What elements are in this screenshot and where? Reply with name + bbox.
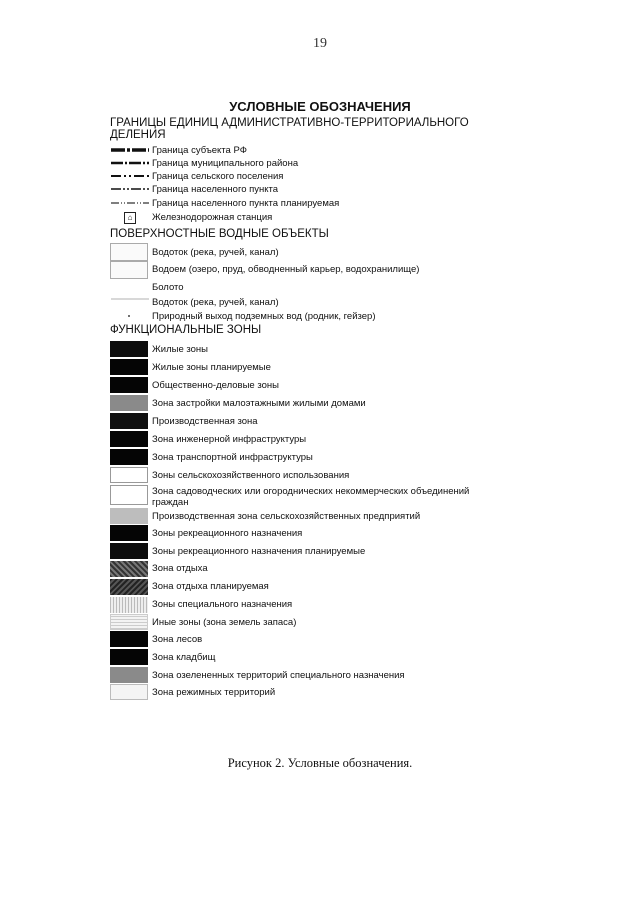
zone-recreation-planned-swatch bbox=[110, 543, 148, 559]
boundaries-heading: ГРАНИЦЫ ЕДИНИЦ АДМИНИСТРАТИВНО-ТЕРРИТОРИАЛЬНОГО ДЕЛЕНИЯ bbox=[110, 117, 469, 141]
zone-cemetery-swatch bbox=[110, 649, 148, 665]
zone-residential-planned-swatch bbox=[110, 359, 148, 375]
zone-green-special-swatch bbox=[110, 667, 148, 683]
zone-forest-swatch bbox=[110, 631, 148, 647]
legend-title: УСЛОВНЫЕ ОБОЗНАЧЕНИЯ bbox=[229, 99, 411, 114]
zone-agri-industrial-swatch bbox=[110, 508, 148, 524]
zone-residential-planned-label: Жилые зоны планируемые bbox=[152, 362, 271, 373]
zone-agricultural-swatch bbox=[110, 467, 148, 483]
zone-industrial-swatch bbox=[110, 413, 148, 429]
zone-recreation-planned-label: Зоны рекреационного назначения планируемые bbox=[152, 546, 366, 557]
water-body-symbol bbox=[110, 261, 148, 279]
watercourse-area-label: Водоток (река, ручей, канал) bbox=[152, 247, 279, 258]
boundary-locality-planned-symbol bbox=[111, 198, 149, 208]
boundary-subject-symbol bbox=[111, 145, 149, 155]
zone-rest-swatch bbox=[110, 561, 148, 577]
zone-engineering-label: Зона инженерной инфраструктуры bbox=[152, 434, 307, 445]
zone-residential-swatch bbox=[110, 341, 148, 357]
water-heading: ПОВЕРХНОСТНЫЕ ВОДНЫЕ ОБЪЕКТЫ bbox=[110, 228, 329, 240]
boundary-district-symbol bbox=[111, 158, 149, 168]
zone-other-label: Иные зоны (зона земель запаса) bbox=[152, 617, 297, 628]
zone-rest-label: Зона отдыха bbox=[152, 563, 208, 574]
zone-restricted-swatch bbox=[110, 684, 148, 700]
zone-low-rise-label: Зона застройки малоэтажными жилыми домами bbox=[152, 398, 366, 409]
figure-caption: Рисунок 2. Условные обозначения. bbox=[227, 756, 413, 770]
boundary-locality-planned-label: Граница населенного пункта планируемая bbox=[152, 198, 340, 209]
page-number: 19 bbox=[313, 36, 327, 51]
zone-other-swatch bbox=[110, 614, 148, 630]
boundary-subject-label: Граница субъекта РФ bbox=[152, 145, 247, 156]
zone-recreation-label: Зоны рекреационного назначения bbox=[152, 528, 303, 539]
zone-rest-planned-swatch bbox=[110, 579, 148, 595]
boundary-settlement-label: Граница сельского поселения bbox=[152, 171, 284, 182]
zone-forest-label: Зона лесов bbox=[152, 634, 203, 645]
spring-label: Природный выход подземных вод (родник, гейзер) bbox=[152, 311, 376, 322]
zones-heading: ФУНКЦИОНАЛЬНЫЕ ЗОНЫ bbox=[110, 324, 262, 336]
zone-gardening-label: Зона садоводческих или огороднических некоммерческих объединений граждан bbox=[152, 486, 470, 508]
zone-green-special-label: Зона озелененных территорий специального назначения bbox=[152, 670, 405, 681]
water-body-label: Водоем (озеро, пруд, обводненный карьер, водохранилище) bbox=[152, 264, 420, 275]
watercourse-line-symbol bbox=[111, 294, 149, 304]
zone-agricultural-label: Зоны сельскохозяйственного использования bbox=[152, 470, 350, 481]
zone-public-business-label: Общественно-деловые зоны bbox=[152, 380, 279, 391]
zone-special-purpose-label: Зоны специального назначения bbox=[152, 599, 293, 610]
zone-restricted-label: Зона режимных территорий bbox=[152, 687, 276, 698]
spring-icon bbox=[128, 315, 130, 317]
zone-agri-industrial-label: Производственная зона сельскохозяйственных предприятий bbox=[152, 511, 421, 522]
railway-station-label: Железнодорожная станция bbox=[152, 212, 273, 223]
zone-low-rise-swatch bbox=[110, 395, 148, 411]
zone-special-purpose-swatch bbox=[110, 597, 148, 613]
zone-gardening-swatch bbox=[110, 485, 148, 505]
zone-residential-label: Жилые зоны bbox=[152, 344, 208, 355]
zone-public-business-swatch bbox=[110, 377, 148, 393]
boundary-locality-symbol bbox=[111, 184, 149, 194]
boundary-settlement-symbol bbox=[111, 171, 149, 181]
zone-cemetery-label: Зона кладбищ bbox=[152, 652, 216, 663]
zone-engineering-swatch bbox=[110, 431, 148, 447]
boundary-locality-label: Граница населенного пункта bbox=[152, 184, 279, 195]
swamp-label: Болото bbox=[152, 282, 184, 293]
watercourse-area-symbol bbox=[110, 243, 148, 261]
zone-industrial-label: Производственная зона bbox=[152, 416, 258, 427]
zone-transport-label: Зона транспортной инфраструктуры bbox=[152, 452, 313, 463]
boundary-district-label: Граница муниципального района bbox=[152, 158, 299, 169]
zone-transport-swatch bbox=[110, 449, 148, 465]
watercourse-line-label: Водоток (река, ручей, канал) bbox=[152, 297, 279, 308]
zone-recreation-swatch bbox=[110, 525, 148, 541]
zone-rest-planned-label: Зона отдыха планируемая bbox=[152, 581, 269, 592]
railway-station-icon: ⌂ bbox=[124, 212, 136, 224]
